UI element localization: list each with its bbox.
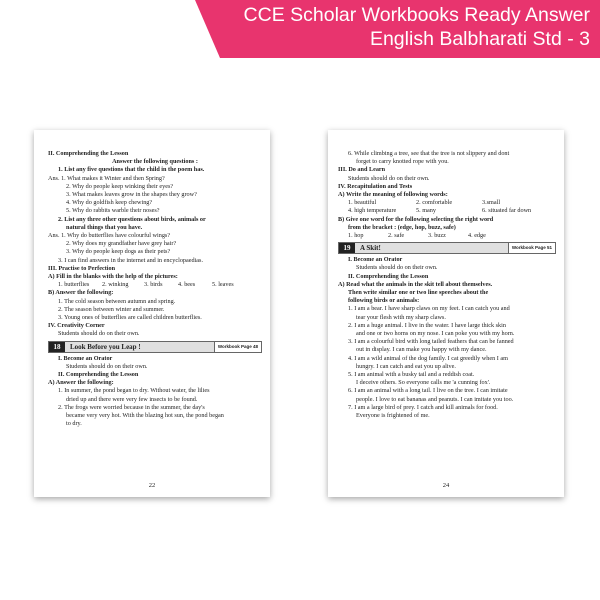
answer-line: 2. The season between winter and summer. <box>58 305 165 313</box>
answer-line: 1. The cold season between autumn and spring. <box>58 297 176 305</box>
section-heading: IV. Recapitulation and Tests <box>338 182 413 190</box>
lesson-header <box>48 341 262 353</box>
blank-answer: 2. winking <box>102 281 129 289</box>
sub-heading: A) Write the meaning of following words: <box>338 191 448 199</box>
answer-line: 2. Why do people keep winking their eyes? <box>66 182 174 190</box>
answer-line: Ans. 1. What makes it Winter and then Spring? <box>48 174 165 182</box>
title-banner <box>0 0 600 58</box>
banner-title-line2: English Balbharati Std - 3 <box>369 28 590 50</box>
question: 1. List any five questions that the child in the poem has. <box>58 166 205 174</box>
workbook-page-label: Workbook Page 48 <box>214 342 261 352</box>
answer-line: 6. While climbing a tree, see that the tree is not slippery and dont <box>348 150 510 157</box>
banner-title-line1: CCE Scholar Workbooks Ready Answer <box>243 4 590 26</box>
answer-line: 5. I am animal with a busky tail and a reddish coat. <box>348 371 475 379</box>
answer-line: people. I love to eat bananas and peanuts. I can imitate you too. <box>356 395 514 403</box>
answer-line: dried up and there were very few insects to be found. <box>66 395 198 403</box>
page-24 <box>328 130 564 497</box>
answer-line: Ans. 1. Why do butterflies have colourful wings? <box>48 232 171 240</box>
section-heading: II. Comprehending the Lesson <box>348 272 429 280</box>
answer-line: Students should do on their own. <box>66 362 148 370</box>
workbook-page-label: Workbook Page 51 <box>508 243 555 253</box>
banner-title <box>244 3 590 51</box>
meaning-answer: 6. situated far down <box>482 207 532 215</box>
sub-heading-cont: Then write similar one or two line speeches about the <box>348 289 489 297</box>
lesson-number: 18 <box>49 342 65 352</box>
meaning-answer: 1. beautiful <box>348 199 377 207</box>
answer-line: became very very hot. With the blazing hot sun, the pond began <box>66 412 224 420</box>
answer-line: 7. I am a large bird of prey. I catch and kill animals for food. <box>348 403 498 411</box>
question: 2. List any three other questions about birds, animals or <box>58 215 206 223</box>
meanings-row <box>338 199 556 207</box>
oneword-answer: 1. hop <box>348 232 364 240</box>
sub-heading: B) Answer the following: <box>48 289 114 297</box>
answer-line: 2. I am a huge animal. I live in the water. I have large thick skin <box>348 321 506 329</box>
lesson-title: A Skit! <box>360 244 381 253</box>
answer-line: tear your flesh with my sharp claws. <box>356 313 446 321</box>
answer-line: to dry. <box>66 420 82 428</box>
instruction: Answer the following questions : <box>112 158 198 166</box>
question-cont: natural things that you have. <box>66 223 143 231</box>
answer-line: Students should do on their own. <box>348 174 430 182</box>
blank-answer: 1. butterflies <box>58 281 90 289</box>
sub-heading: A) Answer the following: <box>48 379 114 387</box>
blank-answer: 4. bees <box>178 281 196 289</box>
section-heading: I. Become an Orator <box>348 256 403 264</box>
lesson-number: 19 <box>339 243 355 253</box>
answer-line: I deceive others. So everyone calls me 'a cunning fox'. <box>356 379 491 387</box>
answer-line: Students should do on their own. <box>356 264 438 272</box>
answer-line: 4. I am a wild animal of the dog family. I cat greedily when I am <box>348 354 508 362</box>
page-22 <box>34 130 270 497</box>
answer-line: 3. Why do people keep dogs as their pets? <box>66 248 171 256</box>
answer-line: 2. The frogs were worried because in the summer, the day's <box>58 403 205 411</box>
answer-line: out in display. I can make you happy with my dance. <box>356 346 487 354</box>
page-number: 24 <box>442 482 450 489</box>
answer-line: 3. What makes leaves grow in the shapes they grow? <box>66 191 197 199</box>
section-heading: III. Practise to Perfection <box>48 264 116 272</box>
sub-heading: A) Fill in the blanks with the help of the pictures: <box>48 273 178 281</box>
section-heading: I. Become an Orator <box>58 354 113 362</box>
answer-line: and one or two horns on my nose. I can poke you with my horn. <box>356 330 515 338</box>
meaning-answer: 5. many <box>416 207 436 215</box>
answer-line: hungry. I can catch and eat you up alive. <box>356 362 456 370</box>
answer-line: 1. I am a bear. I have sharp claws on my feet. I can catch you and <box>348 305 510 313</box>
section-heading: III. Do and Learn <box>338 166 386 174</box>
blank-answer: 3. birds <box>144 281 163 289</box>
oneword-answer: 2. safe <box>388 232 405 240</box>
answer-line: 5. Why do rabbits warble their noses? <box>66 207 160 215</box>
answer-line: 3. Young ones of butterflies are called children butterflies. <box>58 314 202 322</box>
answer-line: Students should do on their own. <box>58 330 140 338</box>
answer-line: 2. Why does my grandfather have grey hair? <box>66 240 177 248</box>
meaning-answer: 2. comfortable <box>416 199 453 207</box>
answer-line: 1. In summer, the pond began to dry. Without water, the lilies <box>58 387 210 395</box>
answer-line: 6. I am an animal with a long tail. I live on the tree. I can imitate <box>348 387 508 395</box>
section-heading: II. Comprehending the Lesson <box>48 150 129 157</box>
sub-heading-cont: from the bracket : (edge, hop, buzz, safe) <box>348 223 456 231</box>
answer-line: 3. I can find answers in the internet and in encyclopaedias. <box>58 256 204 264</box>
lesson-title: Look Before you Leap ! <box>70 342 141 351</box>
blanks-row <box>48 281 262 289</box>
answer-line: forget to carry knotted rope with you. <box>356 158 449 166</box>
blank-answer: 5. leaves <box>212 281 234 289</box>
page-number: 22 <box>148 482 156 489</box>
meaning-answer: 4. high temperature <box>348 207 397 215</box>
meaning-answer: 3.small <box>482 199 501 207</box>
section-heading: IV. Creativity Corner <box>48 322 105 330</box>
oneword-answer: 4. edge <box>468 232 486 240</box>
sub-heading: A) Read what the animals in the skit tell about themselves. <box>338 280 493 288</box>
sub-heading: B) Give one word for the following selecting the right word <box>338 215 494 223</box>
answer-line: Everyone is frightened of me. <box>356 412 430 420</box>
sub-heading-cont: following birds or animals: <box>348 297 420 305</box>
answer-line: 3. I am a colourful bird with long tailed feathers that can be fanned <box>348 338 514 346</box>
oneword-answer: 3. buzz <box>428 232 446 240</box>
meanings-row <box>338 207 556 215</box>
answer-line: 4. Why do goldfish keep chewing? <box>66 199 153 207</box>
section-heading: II. Comprehending the Lesson <box>58 371 139 379</box>
lesson-header <box>338 242 556 254</box>
oneword-row <box>338 232 556 240</box>
